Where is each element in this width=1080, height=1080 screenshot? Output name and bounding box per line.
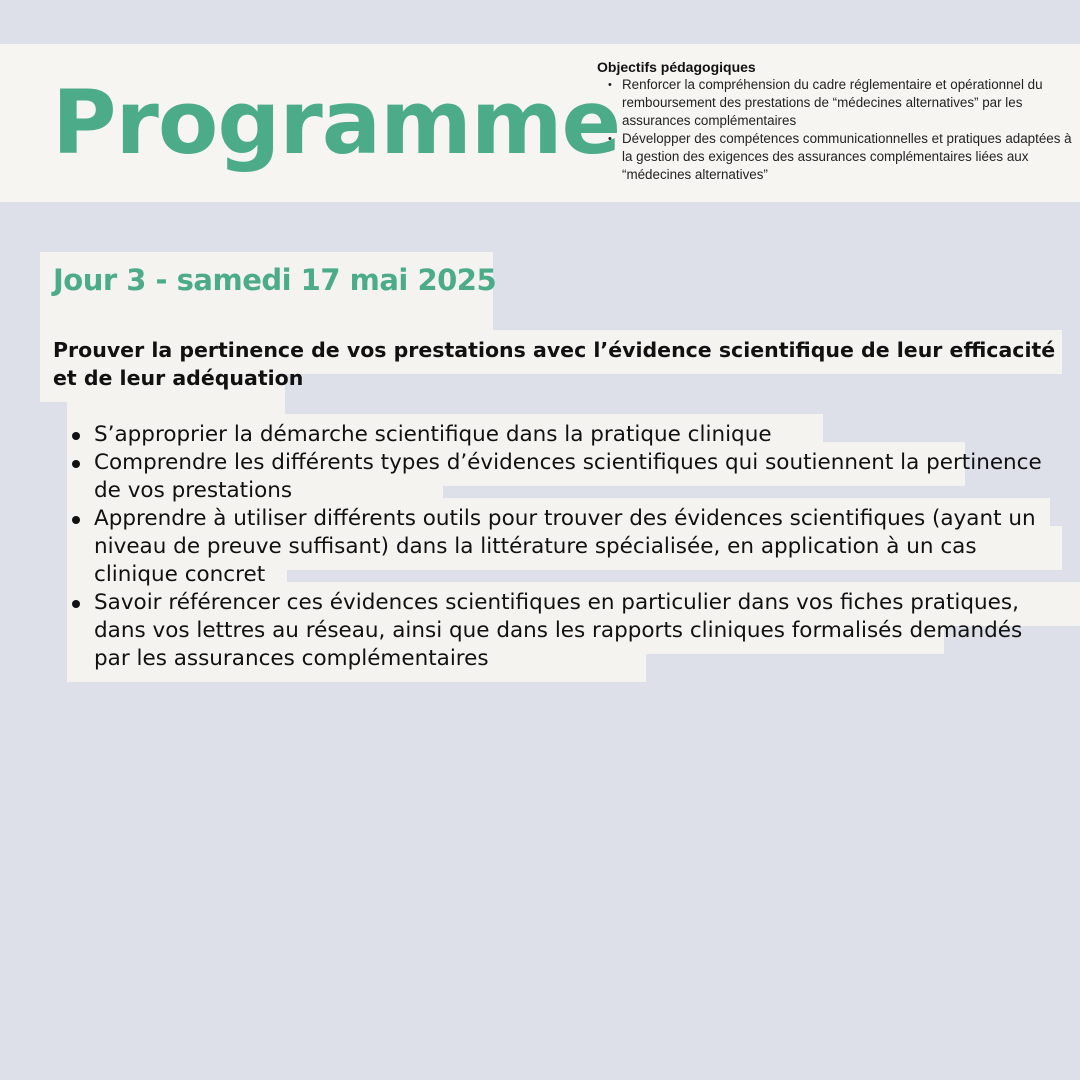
day-heading: Jour 3 - samedi 17 mai 2025 (53, 263, 497, 297)
list-item: S’approprier la démarche scientifique dans la pratique clinique (94, 421, 1064, 449)
list-item: Apprendre à utiliser différents outils pour trouver des évidences scientifiques (ayant un niveau de preuve suffisant) dans la littérature spécialisée, en application à un cas clinique concret (94, 505, 1064, 589)
list-item: Comprendre les différents types d’évidences scientifiques qui soutiennent la pertinence de vos prestations (94, 449, 1064, 505)
session-points (94, 421, 1064, 673)
session-subtitle: Prouver la pertinence de vos prestations avec l’évidence scientifique de leur efficacité et de leur adéquation (53, 338, 1056, 390)
page-title: Programme (52, 71, 621, 174)
objectives-block (597, 58, 1072, 184)
objective-item: • Renforcer la compréhension du cadre réglementaire et opérationnel du remboursement des prestations de “médecines alternatives” par les assurances complémentaires (622, 76, 1072, 130)
objectives-title: Objectifs pédagogiques (597, 59, 756, 75)
objectives-list (597, 76, 1072, 184)
list-item: Savoir référencer ces évidences scientifiques en particulier dans vos fiches pratiques, dans vos lettres au réseau, ainsi que dans les rapports cliniques formalisés demandés par les assurances complémentaires (94, 589, 1064, 673)
objective-item: • Développer des compétences communicationnelles et pratiques adaptées à la gestion des exigences des assurances complémentaires liées aux “médecines alternatives” (622, 130, 1072, 184)
